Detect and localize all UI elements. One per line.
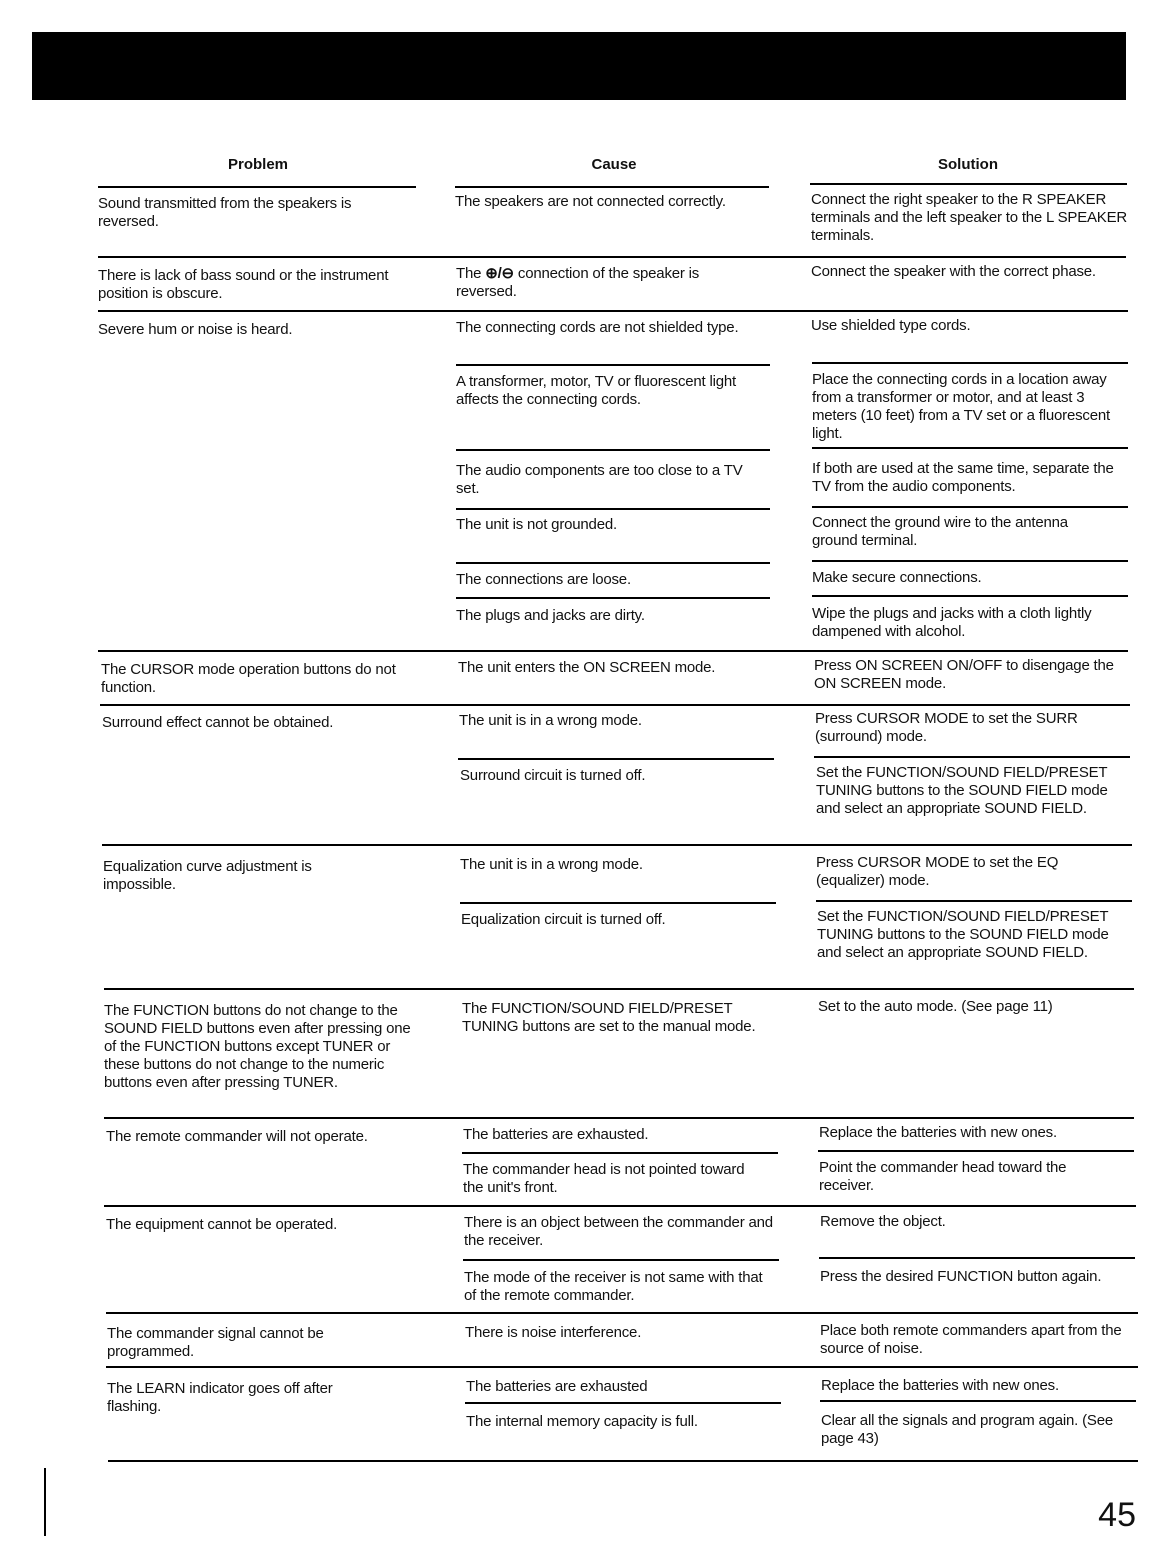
solution-divider [812, 560, 1128, 562]
row-divider [98, 256, 1126, 258]
cause-text: The unit is in a wrong mode. [460, 856, 643, 873]
problem-text: The equipment cannot be operated. [106, 1216, 338, 1233]
bottom-rule [108, 1460, 1138, 1462]
cause-text: Surround circuit is turned off. [460, 767, 646, 784]
column-header-problem: Problem [227, 156, 288, 173]
header-bar [32, 32, 1126, 98]
problem-text: Sound transmitted from the speakers is reversed. [98, 195, 352, 230]
problem-text: There is lack of bass sound or the instrument position is obscure. [98, 267, 389, 302]
solution-text: If both are used at the same time, separate the TV from the audio components. [812, 460, 1114, 495]
cause-divider [462, 1152, 778, 1154]
cause-text: The unit is in a wrong mode. [459, 712, 642, 729]
problem-text: The LEARN indicator goes off after flashing. [107, 1380, 333, 1415]
solution-text: Make secure connections. [812, 569, 982, 586]
row-divider [100, 704, 1130, 706]
cause-text: The unit is not grounded. [456, 516, 617, 533]
solution-divider [819, 1257, 1135, 1259]
problem-text: The remote commander will not operate. [106, 1128, 368, 1145]
problem-text: The FUNCTION buttons do not change to the SOUND FIELD buttons even after pressing one of the FUNCTION buttons except TUNER or these buttons do not change to the numeric buttons even after pressing TUNER. [104, 1002, 411, 1091]
row-divider [810, 183, 1127, 185]
cause-divider [458, 758, 774, 760]
column-header-solution: Solution [938, 156, 998, 173]
cause-text: The batteries are exhausted [466, 1378, 648, 1395]
solution-divider [818, 1150, 1134, 1152]
cause-divider [463, 1259, 779, 1261]
cause-text: The commander head is not pointed toward the unit's front. [463, 1161, 745, 1196]
solution-text: Use shielded type cords. [811, 317, 971, 334]
row-divider [455, 186, 769, 188]
solution-text: Place the connecting cords in a location away from a transformer or motor, and at least 3 meters (10 feet) from a TV set or a fluorescent light. [812, 371, 1110, 442]
solution-divider [816, 900, 1132, 902]
cause-text: There is an object between the commander and the receiver. [464, 1214, 773, 1249]
cause-text: Equalization circuit is turned off. [461, 911, 666, 928]
problem-text: Surround effect cannot be obtained. [102, 714, 334, 731]
solution-text: Connect the ground wire to the antenna ground terminal. [812, 514, 1068, 549]
cause-text-post: connection of the speaker is reversed. [456, 265, 700, 300]
solution-divider [812, 506, 1128, 508]
row-divider [106, 1366, 1138, 1368]
solution-divider [812, 447, 1128, 449]
cause-text: The internal memory capacity is full. [466, 1413, 698, 1430]
row-divider [106, 1312, 1138, 1314]
row-divider [98, 650, 1128, 652]
row-divider [98, 310, 1128, 312]
solution-text: Replace the batteries with new ones. [821, 1377, 1059, 1394]
solution-divider [812, 595, 1128, 597]
header-rule [32, 98, 1126, 100]
solution-text: Remove the object. [820, 1213, 946, 1230]
solution-text: Place both remote commanders apart from the source of noise. [820, 1322, 1122, 1357]
solution-text: Press CURSOR MODE to set the EQ (equalizer) mode. [816, 854, 1059, 889]
cause-text: A transformer, motor, TV or fluorescent light affects the connecting cords. [456, 373, 737, 408]
cause-divider [456, 449, 770, 451]
cause-text: The unit enters the ON SCREEN mode. [458, 659, 716, 676]
cause-text: The connections are loose. [456, 571, 631, 588]
cause-text: The plugs and jacks are dirty. [456, 607, 645, 624]
cause-divider [460, 902, 776, 904]
column-header-cause: Cause [591, 156, 637, 173]
page-number: 45 [1098, 1496, 1136, 1534]
problem-text: Equalization curve adjustment is impossible. [103, 858, 312, 893]
cause-text: The mode of the receiver is not same with that of the remote commander. [464, 1269, 763, 1304]
row-divider [104, 1117, 1134, 1119]
solution-text: Press CURSOR MODE to set the SURR (surround) mode. [815, 710, 1078, 745]
solution-text: Press ON SCREEN ON/OFF to disengage the ON SCREEN mode. [814, 657, 1114, 692]
solution-divider [812, 362, 1128, 364]
solution-text: Press the desired FUNCTION button again. [820, 1268, 1102, 1285]
cause-text: The audio components are too close to a TV set. [456, 462, 743, 497]
polarity-symbol: ⊕/⊖ [485, 265, 514, 282]
cause-text: The batteries are exhausted. [463, 1126, 649, 1143]
cause-divider [456, 364, 770, 366]
solution-divider [814, 756, 1130, 758]
row-divider [104, 1205, 1136, 1207]
problem-text: The commander signal cannot be programmed. [107, 1325, 324, 1360]
cause-text [456, 265, 756, 301]
solution-text: Replace the batteries with new ones. [819, 1124, 1057, 1141]
cause-divider [456, 508, 770, 510]
cause-text-pre: The [456, 265, 486, 282]
solution-text: Set the FUNCTION/SOUND FIELD/PRESET TUNING buttons to the SOUND FIELD mode and select an appropriate SOUND FIELD. [817, 908, 1109, 961]
problem-text: The CURSOR mode operation buttons do not function. [101, 661, 396, 696]
margin-line [44, 1468, 46, 1536]
solution-divider [820, 1400, 1136, 1402]
cause-divider [456, 562, 770, 564]
solution-text: Connect the right speaker to the R SPEAKER terminals and the left speaker to the L SPEAKER terminals. [811, 191, 1128, 244]
row-divider [98, 186, 416, 188]
solution-text: Set the FUNCTION/SOUND FIELD/PRESET TUNING buttons to the SOUND FIELD mode and select an appropriate SOUND FIELD. [816, 764, 1108, 817]
solution-text: Point the commander head toward the receiver. [819, 1159, 1067, 1194]
row-divider [102, 844, 1132, 846]
cause-text: The FUNCTION/SOUND FIELD/PRESET TUNING buttons are set to the manual mode. [462, 1000, 756, 1035]
cause-text: The speakers are not connected correctly. [455, 193, 726, 210]
cause-divider [456, 597, 770, 599]
cause-divider [465, 1402, 781, 1404]
problem-text: Severe hum or noise is heard. [98, 321, 293, 338]
solution-text: Set to the auto mode. (See page 11) [818, 998, 1053, 1015]
cause-text: There is noise interference. [465, 1324, 642, 1341]
solution-text: Clear all the signals and program again. (See page 43) [821, 1412, 1114, 1447]
cause-text: The connecting cords are not shielded type. [456, 319, 739, 336]
solution-text: Wipe the plugs and jacks with a cloth lightly dampened with alcohol. [812, 605, 1092, 640]
row-divider [104, 988, 1134, 990]
solution-text: Connect the speaker with the correct phase. [811, 263, 1096, 280]
